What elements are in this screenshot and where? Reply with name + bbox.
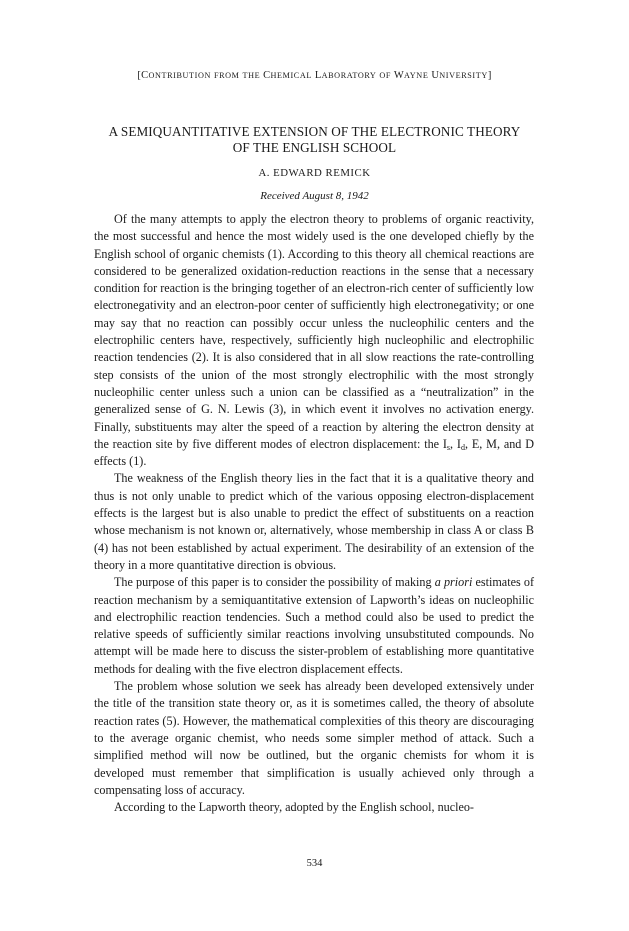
article-title [60,124,569,156]
paragraph-1: Of the many attempts to apply the electron theory to problems of organic reactivity, the most successful and hence the most widely used is the one developed chiefly by the English school of organic chemists (1). According to this theory all chemical reactions are considered to be generalized oxidation-reduction reactions in the sense that a necessary condition for reaction is the bringing together of an electron-rich center of sufficiently low electronegativity and an electron-poor center of sufficiently high electronegativity; or one may say that no reaction can possibly occur unless the nucleophilic centers and the electrophilic centers have, respectively, sufficiently high nucleophilic and electrophilic reaction tendencies (2). It is also considered that in all slow reactions the rate-controlling step consists of the union of the most strongly electrophilic with the most strongly nucleophilic center unless such a union can be classified as a “neutralization” in the generalized sense of G. N. Lewis (3), in which event it involves no activation energy. Finally, substituents may alter the speed of a reaction by altering the electron density at the reaction site by five different modes of electron displacement: the $I_s$, $I_d$, E, M, and D effects (1). [94,212,534,469]
paragraph-2: The weakness of the English theory lies in the fact that it is a qualitative theory and thus is not only unable to predict which of the various opposing electron-displacement effects is the largest but is also unable to predict the effect of substituents on a reaction whose mechanism is not known or, alternatively, whose membership in class A or class B (4) has not been established by actual experiment. The desirability of an extension of the theory in a more quantitative direction is obvious. [94,471,534,572]
title-line-1: A SEMIQUANTITATIVE EXTENSION OF THE ELECTRONIC THEORY [108,124,521,139]
paragraph-3: The purpose of this paper is to consider the possibility of making a priori estimates of reaction mechanism by a semiquantitative extension of Lapworth’s ideas on nucleophilic and electrophilic reaction tendencies. Such a method could also be used to predict the relative speeds of sufficiently similar reactions involving unsubstituted compounds. No attempt will be made here to discuss the sister-problem of establishing more quantitative methods for dealing with the five electron displacement effects. [94,575,534,676]
article-body [94,211,534,816]
page-number: 534 [306,858,323,869]
contribution-header: [CONTRIBUTION FROM THE CHEMICAL LABORATORY OF WAYNE UNIVERSITY] [137,70,492,81]
title-line-2: OF THE ENGLISH SCHOOL [232,140,397,155]
received-date: Received August 8, 1942 [260,190,369,202]
paragraph-5: According to the Lapworth theory, adopted by the English school, nucleo- [114,800,474,815]
author-name: A. EDWARD REMICK [258,167,371,179]
paragraph-4: The problem whose solution we seek has already been developed extensively under the title of the transition state theory or, as it is sometimes called, the theory of absolute reaction rates (5). However, the mathematical complexities of this theory are discouraging to the average organic chemist, who needs some simpler method of attack. Such a simplified method will now be outlined, but the organic chemists for whom it is developed must remember that simplification is usually achieved only through a compensating loss of accuracy. [94,679,534,797]
